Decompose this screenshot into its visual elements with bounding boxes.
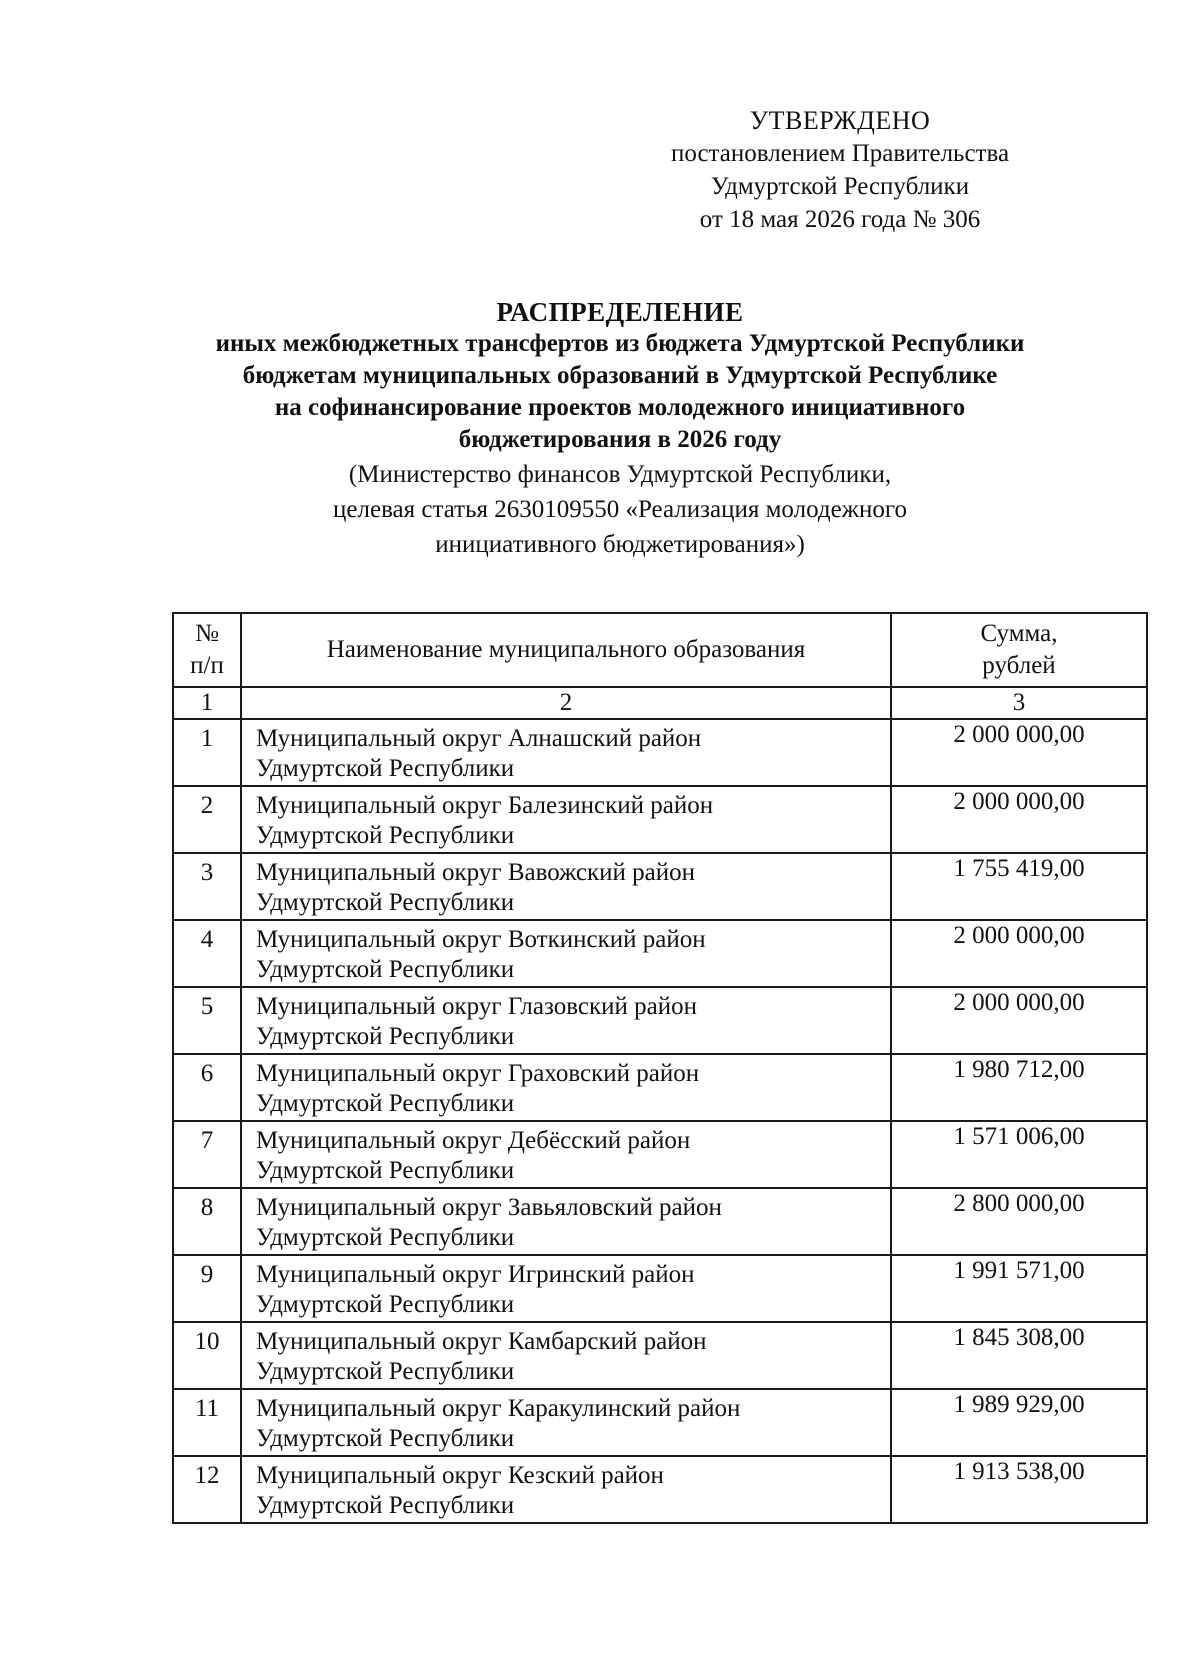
document-title-block: [120, 296, 1120, 561]
municipality-name-line-2: Удмуртской Республики: [256, 1224, 515, 1251]
document-subtitle-line-1: иных межбюджетных трансфертов из бюджета Удмуртской Республики: [215, 330, 1025, 357]
table-header-row: [173, 613, 1147, 687]
municipality-name: [241, 920, 891, 987]
municipality-name-line-1: Муниципальный округ Вавожский район: [256, 859, 696, 886]
table-row: [173, 1322, 1147, 1389]
municipality-name: [241, 719, 891, 786]
row-number: 12: [173, 1456, 241, 1523]
header-number: [173, 613, 241, 687]
table-row: [173, 1255, 1147, 1322]
header-sum: [891, 613, 1147, 687]
municipality-name-line-1: Муниципальный округ Кезский район: [256, 1462, 664, 1489]
row-number: 6: [173, 1054, 241, 1121]
header-number-line-2: п/п: [190, 652, 224, 679]
municipality-name: [241, 1188, 891, 1255]
municipality-name: [241, 1389, 891, 1456]
municipality-name-line-2: Удмуртской Республики: [256, 755, 515, 782]
table-row: [173, 920, 1147, 987]
transfer-amount: 1 845 308,00: [891, 1322, 1147, 1389]
municipality-name-line-1: Муниципальный округ Камбарский район: [256, 1328, 707, 1355]
transfer-amount: 2 000 000,00: [891, 786, 1147, 853]
municipality-name-line-2: Удмуртской Республики: [256, 956, 515, 983]
table-row: [173, 1121, 1147, 1188]
column-index-2: 2: [241, 687, 891, 719]
row-number: 2: [173, 786, 241, 853]
row-number: 7: [173, 1121, 241, 1188]
document-subtitle-line-4: бюджетирования в 2026 году: [458, 426, 782, 453]
approval-stamp: УТВЕРЖДЕНО: [749, 106, 931, 135]
approval-line-3: от 18 мая 2026 года № 306: [699, 206, 981, 233]
row-number: 1: [173, 719, 241, 786]
municipality-name-line-1: Муниципальный округ Балезинский район: [256, 792, 714, 819]
municipality-name-line-2: Удмуртской Республики: [256, 1425, 515, 1452]
municipality-name: [241, 1322, 891, 1389]
row-number: 3: [173, 853, 241, 920]
row-number: 9: [173, 1255, 241, 1322]
municipality-name: [241, 1054, 891, 1121]
table-row: [173, 987, 1147, 1054]
approval-block: [630, 104, 1050, 236]
row-number: 11: [173, 1389, 241, 1456]
approval-line-2: Удмуртской Республики: [710, 173, 970, 200]
table-row: [173, 853, 1147, 920]
header-sum-line-1: Сумма,: [980, 620, 1058, 647]
municipality-name-line-2: Удмуртской Республики: [256, 1023, 515, 1050]
column-index-1: 1: [173, 687, 241, 719]
table-row: [173, 786, 1147, 853]
municipality-name-line-2: Удмуртской Республики: [256, 1358, 515, 1385]
municipality-name-line-1: Муниципальный округ Игринский район: [256, 1261, 695, 1288]
municipality-name-line-2: Удмуртской Республики: [256, 889, 515, 916]
municipality-name: [241, 1255, 891, 1322]
row-number: 5: [173, 987, 241, 1054]
transfer-amount: 2 800 000,00: [891, 1188, 1147, 1255]
header-sum-line-2: рублей: [982, 652, 1056, 679]
distribution-table-wrapper: [172, 612, 1146, 1524]
header-name: Наименование муниципального образования: [241, 613, 891, 687]
municipality-name-line-1: Муниципальный округ Глазовский район: [256, 993, 697, 1020]
transfer-amount: 1 991 571,00: [891, 1255, 1147, 1322]
table-row: [173, 1389, 1147, 1456]
municipality-name-line-1: Муниципальный округ Дебёсский район: [256, 1127, 691, 1154]
column-index-row: [173, 687, 1147, 719]
document-note-line-1: (Министерство финансов Удмуртской Республики,: [348, 461, 892, 488]
transfer-amount: 1 755 419,00: [891, 853, 1147, 920]
table-row: [173, 719, 1147, 786]
header-number-line-1: №: [195, 620, 219, 647]
document-subtitle-line-3: на софинансирование проектов молодежного инициативного: [274, 394, 966, 421]
municipality-name-line-1: Муниципальный округ Завьяловский район: [256, 1194, 722, 1221]
municipality-name-line-1: Муниципальный округ Алнашский район: [256, 725, 702, 752]
approval-line-1: постановлением Правительства: [670, 140, 1010, 167]
row-number: 10: [173, 1322, 241, 1389]
table-row: [173, 1054, 1147, 1121]
municipality-name: [241, 853, 891, 920]
municipality-name-line-2: Удмуртской Республики: [256, 1291, 515, 1318]
row-number: 8: [173, 1188, 241, 1255]
municipality-name: [241, 1121, 891, 1188]
document-note-line-3: инициативного бюджетирования»): [435, 531, 805, 558]
transfer-amount: 2 000 000,00: [891, 987, 1147, 1054]
document-note-line-2: целевая статья 2630109550 «Реализация молодежного: [333, 496, 907, 523]
municipality-name-line-1: Муниципальный округ Каракулинский район: [256, 1395, 741, 1422]
table-row: [173, 1188, 1147, 1255]
transfer-amount: 2 000 000,00: [891, 719, 1147, 786]
column-index-3: 3: [891, 687, 1147, 719]
document-title: РАСПРЕДЕЛЕНИЕ: [496, 297, 744, 327]
municipality-name: [241, 987, 891, 1054]
municipality-name-line-2: Удмуртской Республики: [256, 1090, 515, 1117]
municipality-name: [241, 786, 891, 853]
municipality-name-line-1: Муниципальный округ Воткинский район: [256, 926, 706, 953]
transfer-amount: 1 989 929,00: [891, 1389, 1147, 1456]
municipality-name: [241, 1456, 891, 1523]
row-number: 4: [173, 920, 241, 987]
municipality-name-line-2: Удмуртской Республики: [256, 822, 515, 849]
distribution-table: [172, 612, 1148, 1524]
municipality-name-line-2: Удмуртской Республики: [256, 1492, 515, 1519]
transfer-amount: 2 000 000,00: [891, 920, 1147, 987]
transfer-amount: 1 913 538,00: [891, 1456, 1147, 1523]
municipality-name-line-1: Муниципальный округ Граховский район: [256, 1060, 700, 1087]
transfer-amount: 1 571 006,00: [891, 1121, 1147, 1188]
table-row: [173, 1456, 1147, 1523]
municipality-name-line-2: Удмуртской Республики: [256, 1157, 515, 1184]
document-subtitle-line-2: бюджетам муниципальных образований в Удмуртской Республике: [242, 362, 998, 389]
transfer-amount: 1 980 712,00: [891, 1054, 1147, 1121]
